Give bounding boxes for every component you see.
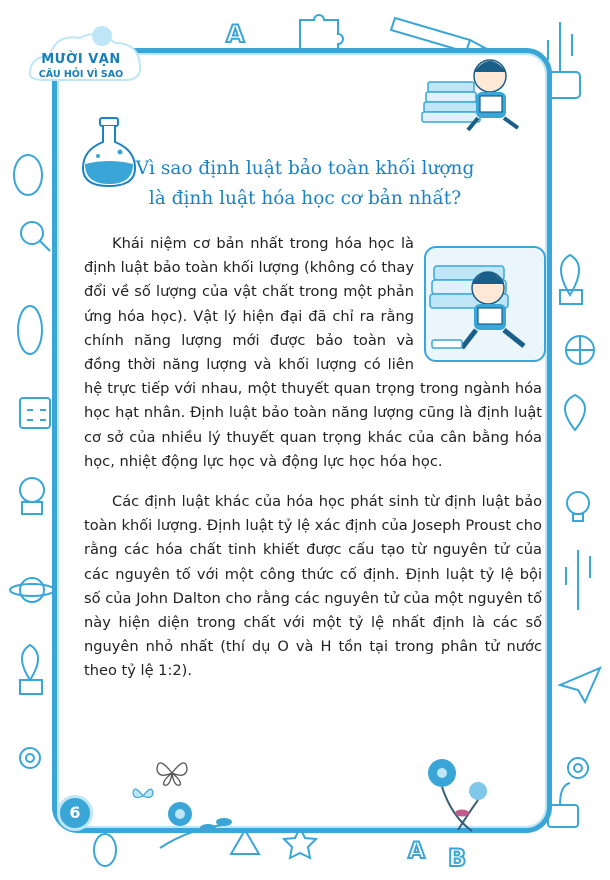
flowers-left-decoration (150, 790, 240, 850)
globe-icon (566, 336, 594, 364)
flowers-right-decoration (420, 755, 500, 833)
letter-a-bottom-icon: A (408, 839, 426, 864)
paragraph-1 (84, 232, 542, 474)
boy-reading-photo (424, 246, 546, 362)
paragraph-1-text: Khái niệm cơ bản nhất trong hóa học là định luật bảo toàn khối lượng (không có thay đổi về số lượng của vật chất trong một phản ứng hóa học). Vật lý hiện đại đã chỉ ra rằng chính năng lượng mới được bảo toàn và đồng thời năng lượng và khối lượng có liên hệ trực tiếp với nhau, một thuyết quan trọng trong ngành hóa học hạt nhân. Định luật bảo toàn năng lượng cũng là định luật cơ sở của nhiều lý thuyết quan trọng khác của cân bằng hóa học, nhiệt động lực học và động lực học hóa học. (84, 235, 542, 470)
butterfly-icon (155, 758, 189, 788)
page-title-line-1: Vì sao định luật bảo toàn khối lượng (135, 158, 475, 179)
page-number: 6 (57, 795, 93, 831)
series-subtitle: CÂU HỎI VÌ SAO (38, 69, 124, 80)
paragraph-2: Các định luật khác của hóa học phát sinh từ định luật bảo toàn khối lượng. Định luật tỷ lệ xác định của Joseph Proust cho rằng các hóa chất tinh khiết được cấu tạo từ nguyên tử của các nguyên tố với một công thức cố định. Định luật tỷ lệ bội số của John Dalton cho rằng các nguyên tử của một nguyên tố này hiện diện trong chất với một tỷ lệ nhất định là các số nguyên nhỏ nhất (thí dụ O và H tồn tại trong phân tử nước theo tỷ lệ 1:2). (84, 493, 542, 680)
boy-reading-illustration (418, 52, 538, 134)
letter-a-icon: A (226, 20, 245, 48)
page-title-line-2: là định luật hóa học cơ bản nhất? (148, 188, 462, 209)
series-title: MƯỜI VẠN (41, 52, 121, 67)
letter-b-icon: B (448, 844, 467, 872)
